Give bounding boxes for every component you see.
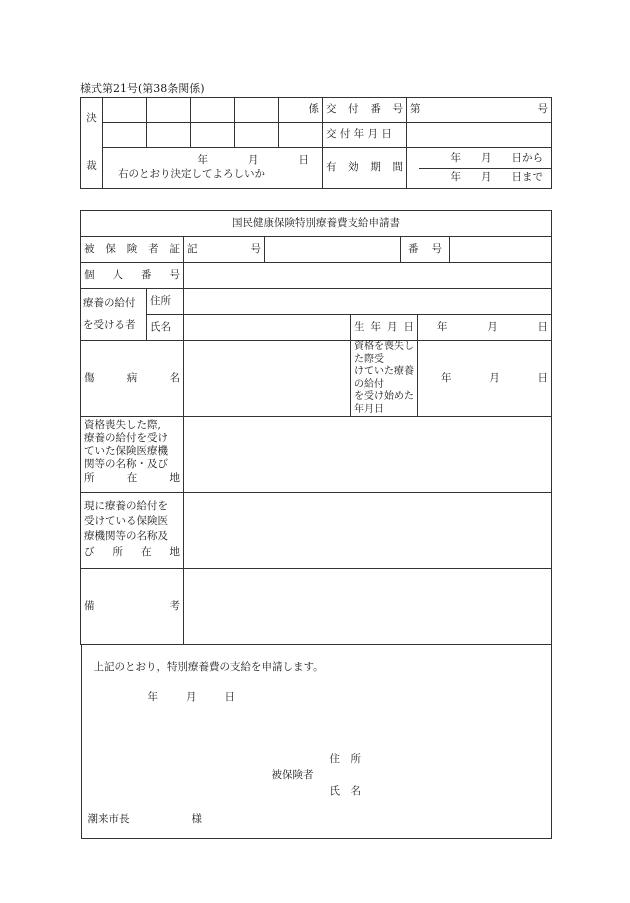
address-label: 住所 xyxy=(147,289,184,315)
approval-stamp-7[interactable] xyxy=(191,123,235,148)
name-label: 氏名 xyxy=(147,315,184,341)
loss-date-label: 資格を喪失した際受 けていた療養の給付 を受け始めた年月日 xyxy=(351,341,418,417)
declaration-date[interactable]: 年 月 日 xyxy=(147,691,235,703)
number-field[interactable] xyxy=(450,237,552,263)
approval-stamp-5[interactable] xyxy=(103,123,147,148)
birth-field[interactable]: 年 月 日 xyxy=(418,315,552,341)
curr-facility-label: 現に療養の給付を 受けている保険医 療機関等の名称及 び 所 在 地 xyxy=(81,493,184,569)
koufu-bangou-field[interactable]: 第 号 xyxy=(407,98,552,123)
address-field[interactable] xyxy=(184,289,552,315)
form-code: 様式第21号(第38条関係) xyxy=(80,82,205,95)
declaration-section xyxy=(81,645,552,839)
validity-field[interactable]: 年 月 日から 年 月 日まで xyxy=(407,148,552,189)
symbol-label: 記 号 xyxy=(184,237,265,263)
approval-stamp-1[interactable] xyxy=(103,98,147,123)
prev-facility-field[interactable] xyxy=(184,417,552,493)
applicant-address-label: 住 所 xyxy=(329,753,361,765)
disease-label: 傷 病 名 xyxy=(81,341,184,417)
approval-stamp-2[interactable] xyxy=(147,98,191,123)
prev-facility-label: 資格喪失した際, 療養の給付を受け ていた保険医療機 関等の名称・及び 所 在 地 xyxy=(81,417,184,493)
approval-table xyxy=(80,97,552,189)
recipient-label: 療養の給付 を受ける者 xyxy=(81,289,147,341)
personal-number-label: 個 人 番 号 xyxy=(81,263,184,289)
approval-stamp-9[interactable] xyxy=(279,123,323,148)
approval-note: 年 月 日 右のとおり決定してよろしいか xyxy=(103,148,323,189)
number-label: 番 号 xyxy=(401,237,450,263)
loss-date-field[interactable]: 年 月 日 xyxy=(418,341,552,417)
remarks-field[interactable] xyxy=(184,569,552,645)
koufu-date-field[interactable] xyxy=(407,123,552,148)
symbol-field[interactable] xyxy=(265,237,401,263)
applicant-name-label: 氏 名 xyxy=(329,785,361,797)
koufu-date-label: 交 付 年 月 日 xyxy=(323,123,407,148)
insured-label: 被保険者 xyxy=(271,769,314,781)
curr-facility-field[interactable] xyxy=(184,493,552,569)
application-table xyxy=(80,210,552,839)
birth-label: 生 年 月 日 xyxy=(351,315,418,341)
disease-field[interactable] xyxy=(184,341,351,417)
insured-card-label: 被 保 険 者 証 xyxy=(81,237,184,263)
mayor-label: 潮来市長 xyxy=(87,813,130,825)
remarks-label: 備 考 xyxy=(81,569,184,645)
approval-stamp-3[interactable] xyxy=(191,98,235,123)
form-title: 国民健康保険特別療養費支給申請書 xyxy=(81,211,552,237)
approval-stamp-4[interactable] xyxy=(235,98,279,123)
sama-label: 様 xyxy=(191,813,202,825)
approval-stamp-6[interactable] xyxy=(147,123,191,148)
validity-label: 有 効 期 間 xyxy=(323,148,407,189)
koufu-bangou-label: 交 付 番 号 xyxy=(323,98,407,123)
personal-number-field[interactable] xyxy=(184,263,552,289)
name-field[interactable] xyxy=(184,315,351,341)
kakari-label: 係 xyxy=(279,98,323,123)
declaration-statement: 上記のとおり，特別療養費の支給を申請します。 xyxy=(93,661,324,673)
approval-stamp-8[interactable] xyxy=(235,123,279,148)
decision-label: 決 裁 xyxy=(81,98,103,189)
